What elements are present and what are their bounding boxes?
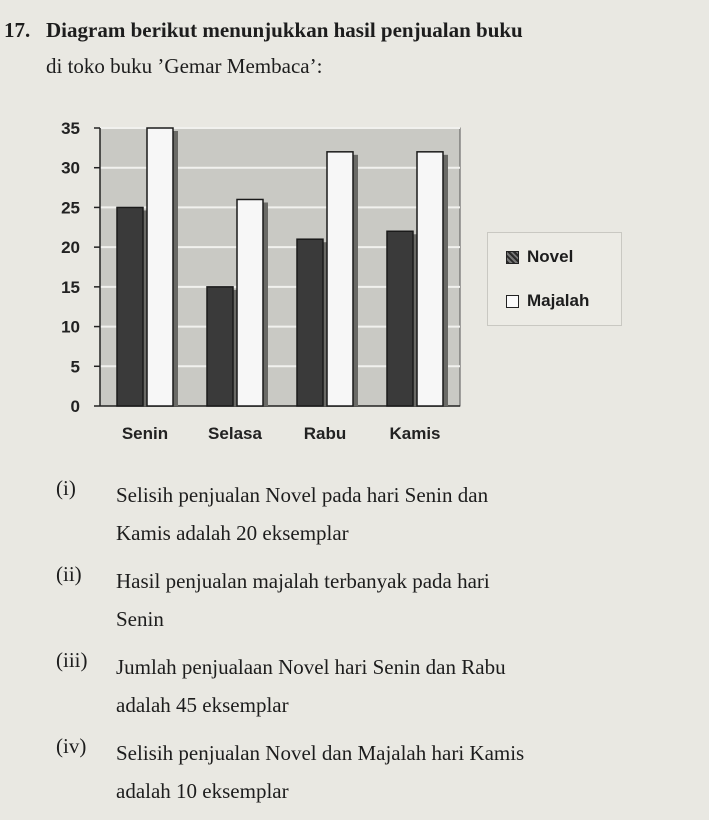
statement-label: (iii) [56,648,88,672]
x-tick-label: Kamis [389,424,441,443]
statement-label: (i) [56,476,76,500]
bar-majalah-selasa [237,199,263,406]
question-header [4,12,694,84]
statement-label: (iv) [56,734,87,758]
statement-ii [56,562,696,638]
x-tick-label: Senin [121,424,169,443]
statement-line: Selisih penjualan Novel pada hari Senin dan [116,483,489,507]
legend-label-novel: Novel [527,247,574,266]
x-tick-label: Rabu [303,424,347,443]
bar-novel-kamis [387,231,413,406]
x-tick-label: Selasa [208,424,262,443]
statement-line: Hasil penjualan majalah terbanyak pada hari [116,569,490,593]
statement-label: (ii) [56,562,82,586]
legend-swatch-majalah [506,295,519,308]
y-tick-label: 35 [61,119,80,138]
statement-line: Jumlah penjualaan Novel hari Senin dan Rabu [116,655,506,679]
statement-iii [56,648,696,724]
bar-majalah-senin [147,128,173,406]
question-line-2: di toko buku ’Gemar Membaca’: [46,54,323,78]
statement-iv [56,734,696,810]
y-tick-label: 25 [61,198,80,218]
bar-majalah-kamis [417,152,443,406]
question-line-1 [4,12,694,48]
bar-novel-senin [117,207,143,406]
statement-line: adalah 45 eksemplar [116,693,289,717]
y-tick-label: 30 [61,158,80,178]
y-tick-label: 20 [61,238,80,258]
chart-legend [487,232,622,326]
question-number: 17. [4,18,31,42]
legend-item-novel [506,247,573,267]
legend-swatch-novel [506,251,519,264]
y-tick-label: 15 [61,277,80,297]
statement-i [56,476,696,552]
bar-novel-selasa [207,287,233,406]
statement-list [56,476,696,820]
y-tick-label: 5 [70,357,80,377]
statement-line: adalah 10 eksemplar [116,779,289,803]
legend-item-majalah [506,291,589,311]
y-tick-label: 0 [70,397,80,416]
statement-line: Senin [116,607,164,631]
statement-line: Selisih penjualan Novel dan Majalah hari Kamis [116,741,525,765]
statement-line: Kamis adalah 20 eksemplar [116,521,349,545]
question-text-1: Diagram berikut menunjukkan hasil penjualan buku [46,18,523,42]
bar-chart [0,110,480,450]
bar-majalah-rabu [327,152,353,406]
legend-label-majalah: Majalah [527,291,590,310]
y-tick-label: 10 [61,317,80,337]
bar-novel-rabu [297,239,323,406]
